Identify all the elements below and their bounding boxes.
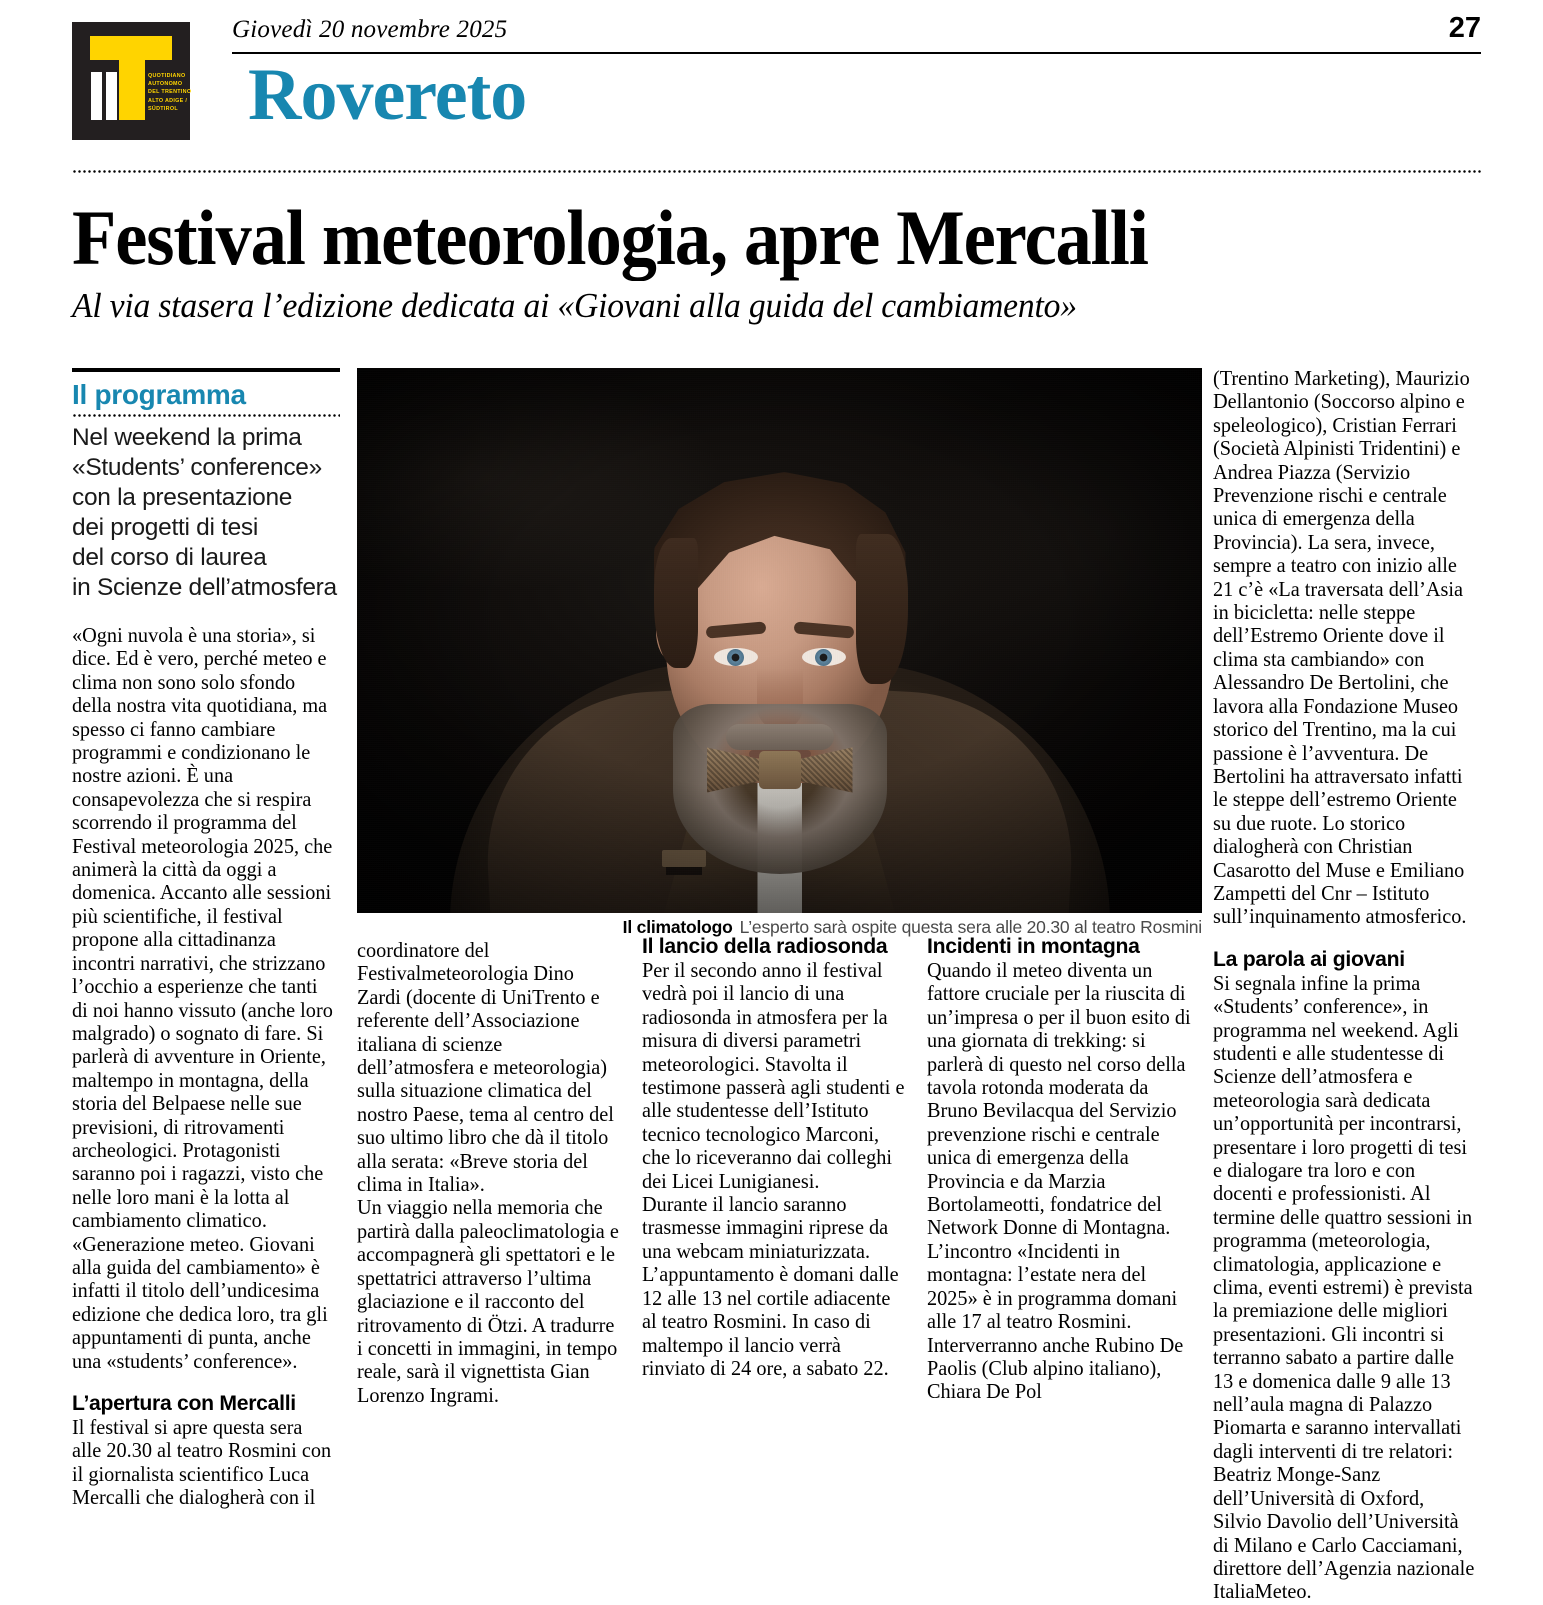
column-3-subhead-1: Il lancio della radiosonda <box>642 934 888 958</box>
logo-tagline <box>148 72 190 113</box>
column-1-subhead-1: L’apertura con Mercalli <box>72 1391 296 1415</box>
column-5-para-2: Si segnala infine la prima «Students’ conference», in programma nel weekend. Agli studenti e alle studentesse di Scienze dell’atmosfera e meteorologia sarà dedicata un’opportunità per incontrarsi, presentare i loro progetti di tesi e dialogare tra loro e con docenti e professionisti. Al termine delle quattro sessioni in programma (meteorologia, climatologia, applicazione e clima, eventi estremi) è prevista la premiazione delle migliori presentazioni. Gli incontri si terranno sabato a partire dalle 13 e domenica dalle 9 alle 13 nell’aula magna di Palazzo Piomarta e saranno intervallati dagli interventi di tre relatori: Beatriz Monge-Sanz dell’Università di Oxford, Silvio Davolio dell’Università di Milano e Carlo Cacciamani, direttore dell’Agenzia nazionale ItaliaMeteo. <box>1213 972 1475 1604</box>
kicker-line-3: con la presentazione <box>72 484 293 511</box>
headline-block <box>72 196 1481 326</box>
masthead-dotted-divider <box>72 170 1481 173</box>
column-2-para-2: Un viaggio nella memoria che partirà dalla paleoclimatologia e accompagnerà gli spettatori e le spettatrici attraverso l’ultima glaciazione e il racconto del ritrovamento di Ötzi. A tradurre i concetti in immagini, in tempo reale, sarà il vignettista Gian Lorenzo Ingrami. <box>357 1197 619 1407</box>
article-headline: Festival meteorologia, apre Mercalli <box>72 194 1148 281</box>
kicker-line-2: «Students’ conference» <box>72 454 322 481</box>
article-subhead: Al via stasera l’edizione dedicata ai «Giovani alla guida del cambiamento» <box>72 286 1077 325</box>
logo-mark <box>72 22 190 140</box>
publication-date: Giovedì 20 novembre 2025 <box>232 16 508 43</box>
kicker-line-1: Nel weekend la prima <box>72 424 302 451</box>
logo-tagline-line-3: DEL TRENTINO <box>148 89 192 96</box>
column-2 <box>357 368 625 1408</box>
column-2-para-1: coordinatore del Festivalmeteorologia Dino Zardi (docente di UniTrento e referente dell’Associazione italiana di scienze dell’atmosfera e meteorologia) sulla situazione climatica del nostro Paese, tema al centro del suo ultimo libro che dà il titolo alla serata: «Breve storia del clima in Italia». <box>357 940 614 1197</box>
photo-caption-label: Il climatologo <box>622 917 733 937</box>
photo-caption-text: L’esperto sarà ospite questa sera alle 20.30 al teatro Rosmini <box>739 917 1202 937</box>
masthead <box>0 0 1543 152</box>
logo-t-stem <box>119 36 145 120</box>
logo-tagline-line-4: ALTO ADIGE / <box>148 97 188 104</box>
column-5-subhead-1: La parola ai giovani <box>1213 946 1405 971</box>
kicker-body <box>72 417 340 603</box>
column-5-para-1: (Trentino Marketing), Maurizio Dellantonio (Soccorso alpino e speleologico), Cristian Ferrari (Società Alpinisti Tridentini) e Andrea Piazza (Servizio Prevenzione rischi e centrale unica di emergenza della Provincia). La sera, invece, sempre a teatro con inizio alle 21 c’è «La traversata dell’Asia in bicicletta: nelle steppe dell’Estremo Oriente dove il clima sta cambiando» con Alessandro De Bertolini, che lavora alla Fondazione Museo storico del Trentino, ma la cui passione è l’avventura. De Bertolini ha attraversato infatti le steppe dell’estremo Oriente su due ruote. Lo storico dialogherà con Christian Casarotto del Muse e Emiliano Zampetti del Cnr – Istituto sull’inquinamento atmosferico. <box>1213 368 1470 929</box>
column-1-para-1: Il festival si apre questa sera alle 20.30 al teatro Rosmini con il giornalista scientifico Luca Mercalli che dialogherà con il <box>72 1417 332 1510</box>
column-4 <box>927 368 1195 1405</box>
article-columns <box>72 368 1481 1604</box>
column-4-para-1: Quando il meteo diventa un fattore cruciale per la riuscita di un’impresa o per il buon esito di una giornata di trekking: si parlerà di questo nel corso della tavola rotonda moderata da Bruno Bevilacqua del Servizio prevenzione rischi e centrale unica di emergenza della Provincia e da Marzia Bortolameotti, fondatrice del Network Donne di Montagna. L’incontro «Incidenti in montagna: l’estate nera del 2025» è in programma domani alle 17 al teatro Rosmini. Interverranno anche Rubino De Paolis (Club alpino italiano), Chiara De Pol <box>927 960 1191 1404</box>
column-3-para-1: Per il secondo anno il festival vedrà poi il lancio di una radiosonda in atmosfera per la misura di diversi parametri meteorologici. Stavolta il testimone passerà agli studenti e alle studentesse dell’Istituto tecnico tecnologico Marconi, che lo riceveranno dai colleghi dei Licei Lunigianesi. <box>642 960 905 1193</box>
kicker-title: Il programma <box>72 379 246 410</box>
newspaper-logo[interactable] <box>72 22 190 140</box>
column-3 <box>642 368 910 1381</box>
column-1-lead: «Ogni nuvola è una storia», si dice. Ed è vero, perché meteo e clima non sono solo sfondo della nostra vita quotidiana, ma spesso ci fanno cambiare programmi e condizionano le nostre azioni. È una consapevolezza che si respira scorrendo il programma del Festival meteorologia 2025, che animerà la città da oggi a domenica. Accanto alle sessioni più scientifiche, il festival propone alla cittadinanza incontri narrativi, che strizzano l’occhio a esperienze che tanti di noi hanno vissuto (anche loro malgrado) o sognato di fare. Si parlerà di avventure in Oriente, maltempo in montagna, della storia del Belpaese nelle sue previsioni, di ritrovamenti archeologici. Protagonisti saranno poi i ragazzi, visto che nelle loro mani è la lotta al cambiamento climatico. «Generazione meteo. Giovani alla guida del cambiamento» è infatti il titolo dell’undicesima edizione che dedica loro, tra gli appuntamenti di punta, anche una «students’ conference». <box>72 625 333 1373</box>
column-3-body <box>642 933 906 1381</box>
logo-letter-l <box>106 72 117 120</box>
column-2-body <box>357 940 621 1408</box>
logo-tagline-line-1: QUOTIDIANO <box>148 73 186 79</box>
page-number: 27 <box>1448 12 1481 44</box>
kicker-line-4: dei progetti di tesi <box>72 514 259 541</box>
kicker-line-6: in Scienze dell’atmosfera <box>72 574 337 601</box>
logo-tagline-line-2: AUTONOMO <box>148 81 183 88</box>
logo-tagline-line-5: SÜDTIROL <box>148 105 178 112</box>
column-1 <box>72 368 340 1511</box>
section-title: Rovereto <box>248 54 527 136</box>
column-1-body <box>72 625 336 1511</box>
column-3-para-2: Durante il lancio saranno trasmesse immagini riprese da una webcam miniaturizzata. L’appuntamento è domani dalle 12 alle 13 nel cortile adiacente al teatro Rosmini. In caso di maltempo il lancio verrà rinviato di 24 ore, a sabato 22. <box>642 1194 899 1380</box>
kicker-line-5: del corso di laurea <box>72 544 267 571</box>
logo-letter-i <box>91 72 102 120</box>
column-5-body <box>1213 368 1477 1605</box>
column-4-subhead-1: Incidenti in montagna <box>927 934 1140 958</box>
column-4-body <box>927 933 1191 1405</box>
column-5 <box>1213 368 1481 1605</box>
